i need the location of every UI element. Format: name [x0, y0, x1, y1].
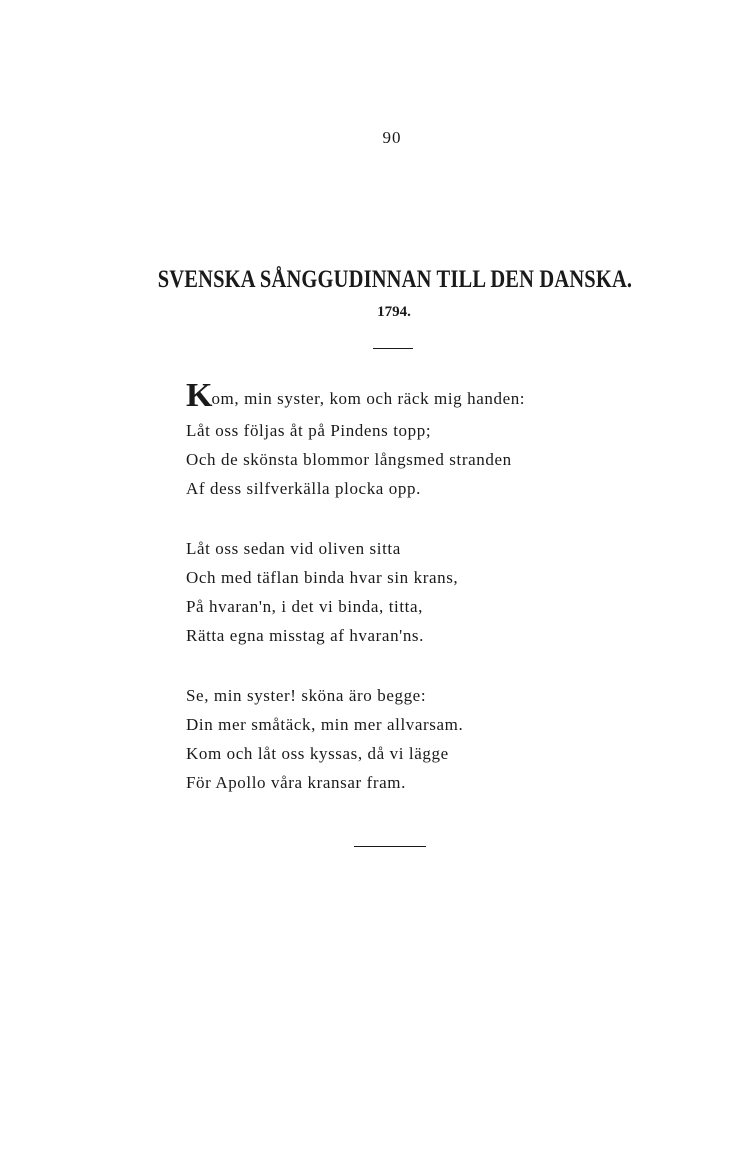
end-divider [354, 846, 426, 847]
stanza-1 [186, 377, 646, 503]
stanza-2 [186, 534, 646, 650]
page-number: 90 [382, 128, 402, 147]
title-divider [373, 348, 413, 349]
poem-line: Kom och låt oss kyssas, då vi lägge [186, 744, 449, 763]
poem-year: 1794. [377, 304, 411, 320]
poem-line: Rätta egna misstag af hvaran'ns. [186, 626, 424, 645]
poem-line: Och med täflan binda hvar sin krans, [186, 568, 459, 587]
poem-line: Och de skönsta blommor långsmed stranden [186, 450, 512, 469]
poem-line: För Apollo våra kransar fram. [186, 773, 406, 792]
poem-line [186, 377, 646, 416]
poem-line: Af dess silfverkälla plocka opp. [186, 479, 421, 498]
poem-line: Låt oss sedan vid oliven sitta [186, 539, 401, 558]
drop-cap: K [186, 377, 212, 414]
poem-body [186, 377, 646, 828]
stanza-3 [186, 681, 646, 797]
poem-line: Se, min syster! sköna äro begge: [186, 686, 427, 705]
first-line-text: om, min syster, kom och räck mig handen: [211, 389, 526, 408]
poem-line: Din mer småtäck, min mer allvarsam. [186, 715, 464, 734]
poem-title: SVENSKA SÅNGGUDINNAN TILL DEN DANSKA. [157, 266, 633, 293]
poem-line: Låt oss följas åt på Pindens topp; [186, 421, 432, 440]
poem-line: På hvaran'n, i det vi binda, titta, [186, 597, 423, 616]
